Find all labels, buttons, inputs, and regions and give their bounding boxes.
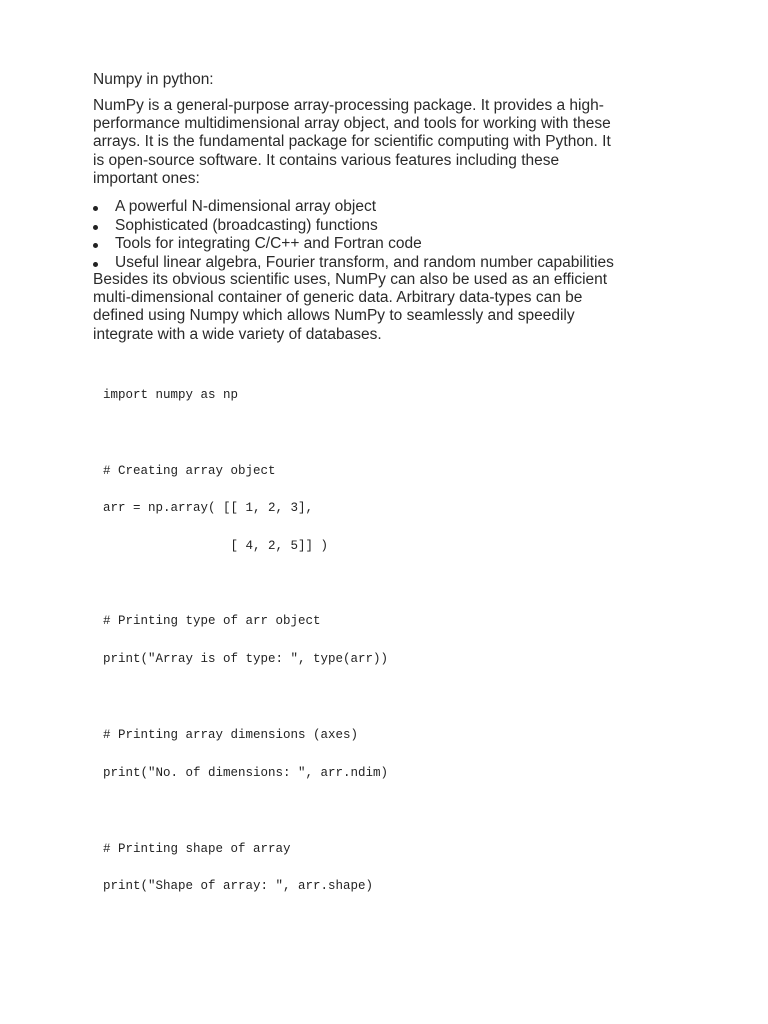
- code-line: print("Shape of array: ", arr.shape): [103, 879, 374, 893]
- bullet-icon: [93, 262, 98, 267]
- code-comment: # Printing type of arr object: [103, 614, 321, 628]
- code-comment: # Creating array object: [103, 464, 276, 478]
- intro-paragraph: [93, 97, 693, 188]
- features-list: [93, 198, 713, 272]
- bullet-icon: [93, 225, 98, 230]
- list-item: [93, 235, 713, 254]
- list-item-text: Sophisticated (broadcasting) functions: [115, 216, 378, 234]
- outro-paragraph: [93, 271, 693, 344]
- code-line: import numpy as np: [103, 388, 239, 402]
- code-comment: # Printing array dimensions (axes): [103, 728, 359, 742]
- code-comment: # Printing shape of array: [103, 842, 291, 856]
- list-item: [93, 217, 713, 236]
- outro-line: defined using Numpy which allows NumPy to seamlessly and speedily: [93, 307, 575, 325]
- document-heading: Numpy in python:: [93, 71, 214, 88]
- bullet-icon: [93, 243, 98, 248]
- code-line: print("No. of dimensions: ", arr.ndim): [103, 766, 389, 780]
- list-item-text: A powerful N-dimensional array object: [115, 198, 377, 215]
- intro-line: performance multidimensional array object, and tools for working with these: [93, 115, 611, 133]
- intro-line: arrays. It is the fundamental package for scientific computing with Python. It: [93, 133, 611, 151]
- bullet-icon: [93, 206, 98, 211]
- outro-line: Besides its obvious scientific uses, NumPy can also be used as an efficient: [93, 271, 608, 288]
- outro-line: integrate with a wide variety of databases.: [93, 325, 382, 343]
- list-item: [93, 198, 713, 217]
- intro-line: important ones:: [93, 169, 200, 187]
- intro-line: NumPy is a general-purpose array-processing package. It provides a high-: [93, 97, 604, 114]
- code-line: arr = np.array( [[ 1, 2, 3],: [103, 501, 314, 515]
- intro-line: is open-source software. It contains various features including these: [93, 151, 560, 169]
- code-line: print("Array is of type: ", type(arr)): [103, 652, 389, 666]
- code-line: [ 4, 2, 5]] ): [103, 539, 329, 553]
- outro-line: multi-dimensional container of generic data. Arbitrary data-types can be: [93, 289, 583, 307]
- list-item-text: Tools for integrating C/C++ and Fortran code: [115, 235, 422, 252]
- list-item: [93, 254, 713, 273]
- list-item-text: Useful linear algebra, Fourier transform, and random number capabilities: [115, 253, 614, 271]
